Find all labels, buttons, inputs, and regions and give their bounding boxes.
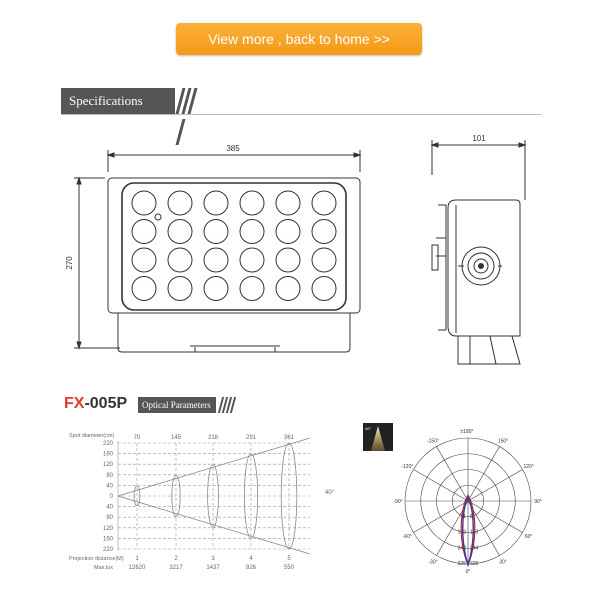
polar-ring-value: 163	[457, 529, 466, 536]
back-to-home-button[interactable]: View more , back to home >>	[176, 23, 422, 55]
y-tick-label: 40	[106, 483, 113, 490]
polar-angle-label: -120°	[401, 464, 414, 470]
y-tick-label: 120	[102, 525, 113, 532]
distance-value: 1	[135, 556, 139, 562]
distance-value: 3	[211, 556, 215, 562]
polar-angle-label: 0°	[465, 569, 471, 575]
spot-diameter-label: Spot diameter(cm)	[69, 433, 115, 439]
y-tick-label: 120	[102, 462, 113, 469]
polar-ring-value: 244	[470, 545, 479, 552]
polar-ring-value: 325	[470, 561, 479, 567]
lux-value: 826	[245, 565, 257, 571]
spot-value: 361	[283, 435, 295, 441]
polar-ring-value: 244	[457, 545, 466, 552]
polar-ring-value: 81	[470, 513, 476, 520]
model-suffix: -005P	[84, 395, 128, 412]
optical-parameters-header	[138, 397, 238, 413]
polar-angle-label: 90°	[534, 499, 542, 505]
beam-icon	[363, 423, 393, 451]
beam-icon-label: 40°	[365, 426, 372, 431]
side-width-dimension: 101	[472, 134, 486, 143]
y-tick-label: 160	[102, 451, 113, 458]
distance-value: 5	[287, 556, 291, 562]
y-tick-label: 80	[106, 515, 113, 522]
beam-angle-label: 40°	[325, 490, 335, 496]
spot-value: 291	[245, 435, 257, 441]
model-prefix: FX	[64, 395, 85, 412]
polar-ring-value: 163	[470, 529, 479, 536]
spot-value: 70	[133, 435, 141, 441]
width-dimension: 385	[226, 144, 240, 153]
lux-value: 550	[283, 565, 295, 571]
polar-ring-value: 325	[457, 561, 466, 567]
optical-parameters-title: Optical Parameters	[138, 397, 216, 413]
header-stripes	[220, 397, 236, 413]
beam-diagram	[60, 425, 345, 580]
front-view-drawing	[65, 130, 370, 360]
polar-ring-value: 81	[460, 513, 466, 520]
specifications-title: Specifications	[61, 88, 175, 114]
lux-value: 12620	[128, 565, 146, 571]
polar-diagram	[390, 425, 550, 575]
polar-angle-label: -30°	[428, 559, 438, 566]
spot-value: 145	[170, 435, 182, 441]
polar-angle-label: 120°	[523, 464, 534, 470]
polar-angle-label: 30°	[499, 559, 507, 566]
specifications-header	[61, 88, 201, 114]
y-tick-label: 220	[102, 441, 113, 447]
y-tick-label: 160	[102, 536, 113, 543]
y-tick-label: 80	[106, 472, 113, 479]
polar-angle-label: 60°	[524, 534, 533, 540]
lux-value: 1437	[206, 565, 220, 571]
distance-value: 4	[249, 556, 253, 562]
polar-angle-label: -90°	[393, 499, 403, 505]
polar-angle-label: -150°	[426, 438, 440, 445]
side-view-drawing	[425, 128, 535, 373]
model-number	[64, 395, 127, 413]
polar-angle-label: 150°	[497, 438, 509, 445]
y-tick-label: 40	[106, 504, 113, 511]
polar-angle-label: -60°	[402, 534, 412, 540]
header-stripes	[179, 88, 201, 114]
divider	[61, 114, 541, 115]
y-tick-label: 220	[102, 547, 113, 553]
projection-distance-label: Projection distance(M)	[69, 556, 124, 562]
distance-value: 2	[174, 556, 178, 562]
max-lux-label: Max.lux	[94, 565, 113, 571]
height-dimension: 270	[65, 256, 74, 270]
polar-top-label: ±180°	[460, 429, 474, 435]
spot-value: 218	[207, 435, 219, 441]
y-tick-label: 0	[109, 494, 113, 500]
lux-value: 3217	[169, 565, 183, 571]
